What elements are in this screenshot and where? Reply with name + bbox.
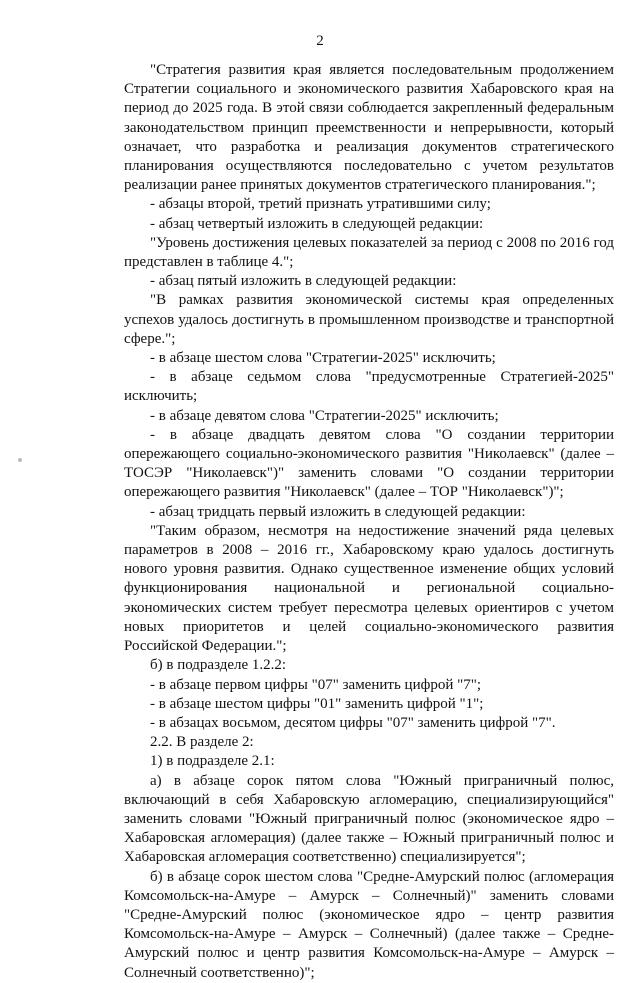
paragraph-20: б) в абзаце сорок шестом слова "Средне-Амурский полюс (агломерация Комсомольск-на-Амуре – Амурск – Солнечный)" заменить словами "Средне-Амурский полюс (экономическое ядро – центр развития Комсомольск-на-Амуре – Амурск – Солнечный) (далее также – Средне-Амурский полюс и центр развития Комсомольск-на-Амуре – Амурск – Солнечный соответственно)"; [124, 868, 614, 981]
paragraph-8: - в абзаце седьмом слова "предусмотренные Стратегией-2025" исключить; [124, 369, 614, 405]
paragraph-13: б) в подразделе 1.2.2: [150, 657, 287, 674]
paragraph-9: - в абзаце девятом слова "Стратегии-2025" исключить; [150, 407, 499, 424]
paragraph-17: 2.2. В разделе 2: [150, 734, 254, 751]
paragraph-14: - в абзаце первом цифры "07" заменить цифрой "7"; [150, 676, 482, 693]
paragraph-18: 1) в подразделе 2.1: [150, 753, 275, 770]
paragraph-3: - абзац четвертый изложить в следующей редакции: [150, 215, 484, 232]
paragraph-5: - абзац пятый изложить в следующей редакции: [150, 273, 457, 290]
scan-speck [18, 458, 22, 462]
document-body [124, 61, 614, 983]
paragraph-7: - в абзаце шестом слова "Стратегии-2025" исключить; [150, 350, 496, 367]
paragraph-10: - в абзаце двадцать девятом слова "О создании территории опережающего социально-экономического развития "Николаевск" (далее – ТОСЭР "Николаевск")" заменить словами "О создании территории опережающего развития "Николаевск" (далее – ТОР "Николаевск")"; [124, 426, 614, 501]
paragraph-11: - абзац тридцать первый изложить в следующей редакции: [150, 503, 526, 520]
paragraph-1: "Стратегия развития края является последовательным продолжением Стратегии социального и экономического развития Хабаровского края на период до 2025 года. В этой связи соблюдается закрепленный федеральным законодательством принцип преемственности и непрерывности, который означает, что разработка и реализация документов стратегического планирования осуществляются последовательно с учетом результатов реализации ранее принятых документов стратегического планирования."; [124, 62, 614, 194]
paragraph-2: - абзацы второй, третий признать утратившими силу; [150, 196, 491, 213]
page-number: 2 [316, 33, 324, 49]
paragraph-6: "В рамках развития экономической системы края определенных успехов удалось достигнуть в промышленном производстве и транспортной сфере."; [124, 292, 614, 347]
paragraph-16: - в абзацах восьмом, десятом цифры "07" заменить цифрой "7". [150, 714, 556, 731]
paragraph-19: а) в абзаце сорок пятом слова "Южный приграничный полюс, включающий в себя Хабаровскую агломерацию, специализирующийся" заменить словами "Южный приграничный полюс (экономическое ядро – Хабаровская агломерация) (далее также – Южный приграничный полюс и Хабаровская агломерация соответственно) специализируется"; [124, 772, 614, 866]
paragraph-12: "Таким образом, несмотря на недостижение значений ряда целевых параметров в 2008 – 2016 гг., Хабаровскому краю удалось достигнуть нового уровня развития. Однако существенное изменение общих условий функционирования национальной и региональной социально-экономических систем требует пересмотра целевых ориентиров с учетом новых приоритетов и целей социально-экономического развития Российской Федерации."; [124, 522, 614, 655]
paragraph-4: "Уровень достижения целевых показателей за период с 2008 по 2016 год представлен в таблице 4."; [124, 234, 614, 271]
paragraph-15: - в абзаце шестом цифры "01" заменить цифрой "1"; [150, 695, 484, 712]
